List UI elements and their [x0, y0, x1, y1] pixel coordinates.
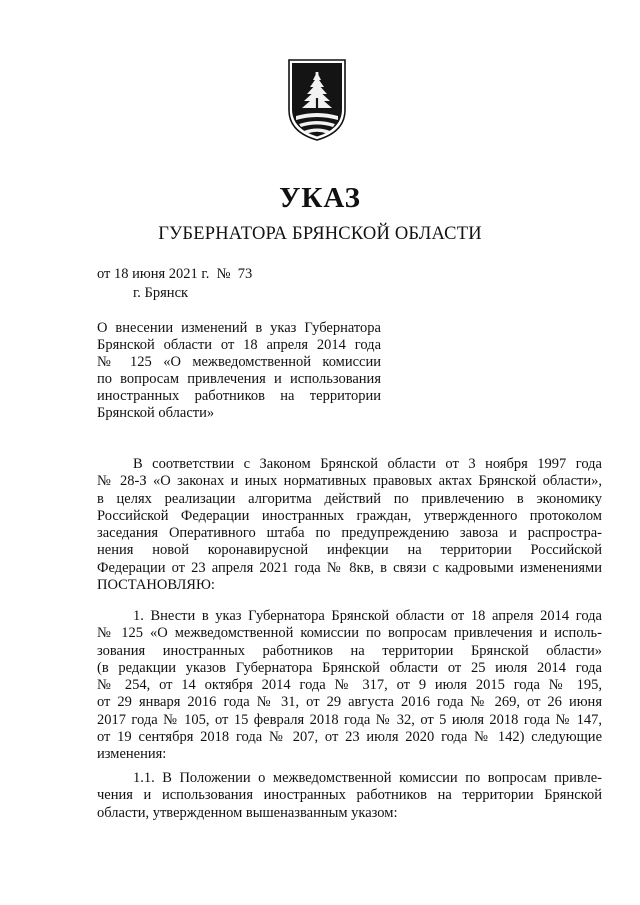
paragraph-line: (в редакции указов Губернатора Брянской области от 25 июля 2014 года [97, 659, 602, 676]
item-1-1-paragraph [97, 770, 602, 822]
paragraph-line: № 125 «О межведомственной комиссии по вопросам привлечения и исполь- [97, 625, 602, 642]
decree-subject [97, 320, 381, 422]
subject-line: Брянской области от 18 апреля 2014 года [97, 337, 381, 353]
paragraph-line: Российской Федерации иностранных граждан, утвержденного протоколом [97, 507, 602, 524]
paragraph-line: области, утвержденном вышеназванным указом: [97, 804, 398, 821]
subject-line: по вопросам привлечения и использования [97, 371, 381, 387]
paragraph-line: чения и использования иностранных работников на территории Брянской [97, 787, 602, 804]
subject-line: Брянской области» [97, 405, 215, 421]
paragraph-line: 1. Внести в указ Губернатора Брянской области от 18 апреля 2014 года [133, 608, 602, 624]
subject-line: О внесении изменений в указ Губернатора [97, 320, 381, 336]
paragraph-line: от 29 января 2016 года № 31, от 29 августа 2016 года № 269, от 26 июня [97, 694, 602, 711]
paragraph-line: № 28-З «О законах и иных нормативных правовых актах Брянской области», [97, 473, 602, 490]
decree-date-number: от 18 июня 2021 г. № 73 [97, 266, 253, 282]
decree-city: г. Брянск [133, 285, 189, 301]
coat-of-arms-emblem [287, 58, 347, 142]
paragraph-line: зования иностранных работников на территории Брянской области» [97, 642, 602, 659]
item-1-paragraph [97, 608, 602, 764]
paragraph-line: 1.1. В Положении о межведомственной комиссии по вопросам привле- [133, 770, 602, 786]
paragraph-line: заседания Оперативного штаба по предупреждению завоза и распростра- [97, 525, 602, 542]
document-subtitle: ГУБЕРНАТОРА БРЯНСКОЙ ОБЛАСТИ [158, 224, 482, 244]
paragraph-line: 2017 года № 105, от 15 февраля 2018 года № 32, от 5 июля 2018 года № 147, [97, 711, 602, 728]
subject-line: иностранных работников на территории [97, 388, 381, 404]
paragraph-line: нения новой коронавирусной инфекции на территории Российской [97, 542, 602, 559]
decree-keyword: ПОСТАНОВЛЯЮ: [97, 577, 215, 594]
document-title: УКАЗ [279, 182, 361, 214]
preamble-paragraph [97, 456, 602, 594]
paragraph-line: от 19 сентября 2018 года № 207, от 23 июля 2020 года № 142) следующие [97, 729, 602, 746]
paragraph-line: изменения: [97, 746, 167, 763]
paragraph-line: Федерации от 23 апреля 2021 года № 8кв, в связи с кадровыми изменениями [97, 559, 602, 576]
paragraph-line: № 254, от 14 октября 2014 года № 317, от 9 июля 2015 года № 195, [97, 677, 602, 694]
paragraph-line: в целях реализации алгоритма действий по привлечению в экономику [97, 490, 602, 507]
paragraph-line: В соответствии с Законом Брянской области от 3 ноября 1997 года [133, 456, 602, 472]
subject-line: № 125 «О межведомственной комиссии [97, 354, 381, 370]
